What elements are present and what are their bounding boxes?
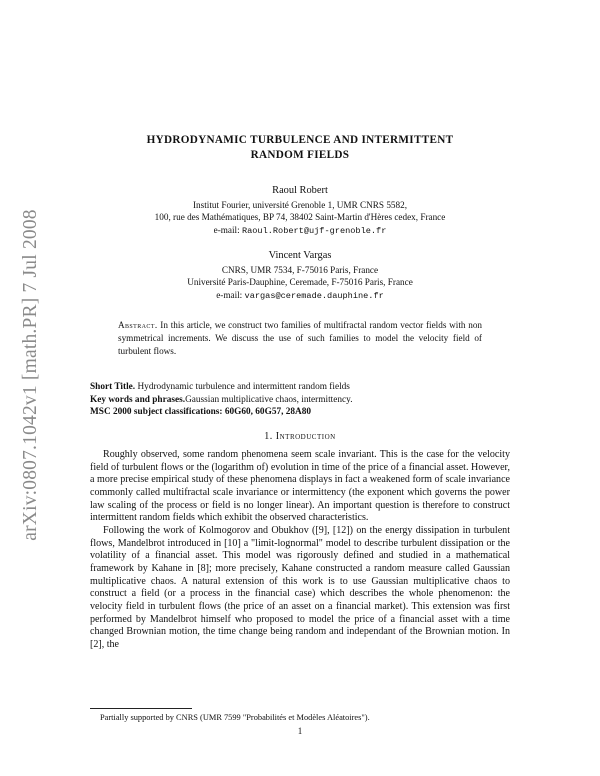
- paper-title: [90, 133, 510, 163]
- author-affiliation-secondary: Université Paris-Dauphine, Ceremade, F-75016 Paris, France: [187, 277, 413, 288]
- body-paragraph: Roughly observed, some random phenomena seem scale invariant. This is the case for the velocity field of turbulent flows or the (logarithm of) evolution in time of the price of a financial asset. However, a more precise empirical study of these phenomena displays in fact a weakened form of scale invariance commonly called multifractal scale invariance or intermittency (the exponent which governs the power law scaling of the process or field is no longer linear). An important question is therefore to construct intermittent random fields which exhibit the observed characteristics.: [90, 449, 510, 524]
- author-name: Raoul Robert: [272, 185, 328, 196]
- title-line-2: RANDOM FIELDS: [250, 149, 350, 161]
- title-line-1: HYDRODYNAMIC TURBULENCE AND INTERMITTENT: [146, 134, 454, 146]
- author-name: Vincent Vargas: [268, 250, 332, 261]
- paper-metadata: [90, 381, 510, 419]
- body-paragraph: Following the work of Kolmogorov and Obukhov ([9], [12]) on the energy dissipation in turbulent flows, Mandelbrot introduced in [10] a "limit-lognormal" model to describe turbulent dissipation or the volatility of a financial asset. This model was rigorously defined and studied in a mathematical framework by Kahane in [8]; more precisely, Kahane constructed a random measure called Gaussian multiplicative chaos. A natural extension of this work is to use Gaussian multiplicative chaos to construct a field (or a process in the financial case) which describes the whole phenomenon: the velocity field in turbulent flows (the price of an asset on a financial market). This extension was first performed by Mandelbrot himself who proposed to model the price of a financial asset with a time changed Brownian motion, the time change being random and independant of the Brownian motion. In [2], the: [90, 524, 510, 650]
- author-block-1: [90, 185, 510, 237]
- footnote-rule: [90, 708, 192, 709]
- section-title: Introduction: [275, 431, 336, 442]
- author-email[interactable]: Raoul.Robert@ujf-grenoble.fr: [241, 225, 387, 236]
- keywords-value: Gaussian multiplicative chaos, intermittency.: [185, 394, 353, 405]
- short-title-label: Short Title.: [90, 382, 136, 392]
- section-number: 1.: [264, 431, 273, 442]
- section-body: [90, 449, 510, 652]
- arxiv-identifier-text: arXiv:0807.1042v1 [math.PR] 7 Jul 2008: [20, 209, 41, 541]
- arxiv-identifier-stamp: [20, 195, 42, 555]
- short-title-value: Hydrodynamic turbulence and intermittent random fields: [137, 382, 350, 392]
- email-label: e-mail:: [213, 224, 240, 235]
- keywords-label: Key words and phrases.: [90, 394, 186, 405]
- short-title-line: [90, 381, 510, 394]
- page-number: 1: [297, 726, 303, 736]
- msc-value: 60G60, 60G57, 28A80: [224, 407, 312, 417]
- abstract: [118, 319, 482, 357]
- author-affiliation: Institut Fourier, université Grenoble 1, UMR CNRS 5582,: [193, 199, 407, 210]
- msc-line: [90, 406, 510, 419]
- author-address: 100, rue des Mathématiques, BP 74, 38402 Saint-Martin d'Hères cedex, France: [154, 212, 446, 223]
- author-email[interactable]: vargas@ceremade.dauphine.fr: [244, 290, 384, 301]
- footnote: Partially supported by CNRS (UMR 7599 "Probabilités et Modèles Aléatoires").: [100, 713, 370, 722]
- email-label: e-mail:: [216, 289, 243, 300]
- section-heading: [90, 431, 510, 442]
- abstract-text: In this article, we construct two families of multifractal random vector fields with non symmetrical increments. We discuss the use of such families to model the velocity field of turbulent flows.: [118, 320, 483, 356]
- author-email-line: [90, 224, 510, 238]
- keywords-line: [90, 394, 510, 407]
- abstract-label: Abstract.: [118, 320, 158, 330]
- author-email-line: [90, 289, 510, 303]
- author-block-2: [90, 250, 510, 302]
- msc-label: MSC 2000 subject classifications:: [90, 407, 223, 417]
- author-affiliation: CNRS, UMR 7534, F-75016 Paris, France: [221, 264, 379, 275]
